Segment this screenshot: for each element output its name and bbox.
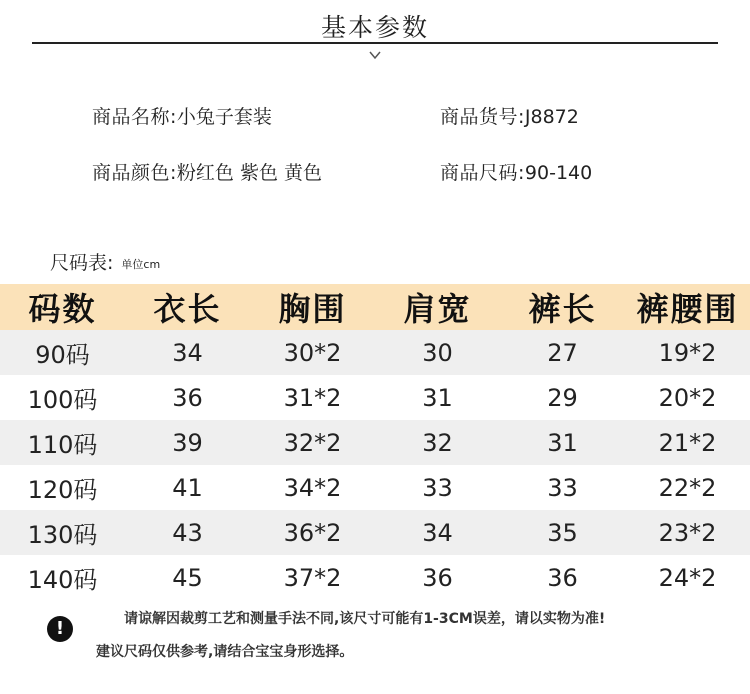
table-cell: 31 [422,383,453,412]
column-header: 裤长 [528,290,597,328]
table-cell: 45 [172,563,203,592]
table-cell: 24*2 [658,563,717,592]
info-product-name [92,102,272,129]
table-cell: 36 [172,383,203,412]
table-row [0,465,750,510]
product-sku-label: 商品货号: [440,106,525,128]
size-table-header [0,284,750,330]
column-header: 衣长 [153,290,222,328]
table-cell: 110码 [27,431,98,459]
info-product-color [92,158,322,185]
table-cell: 36 [547,563,578,592]
product-size-value: 90-140 [524,162,593,184]
table-cell: 33 [547,473,578,502]
table-cell: 33 [422,473,453,502]
table-cell: 20*2 [658,383,717,412]
product-sku-value: J8872 [524,106,579,128]
table-row [0,555,750,600]
table-cell: 19*2 [658,338,717,367]
product-color-value: 粉红色 紫色 黄色 [176,162,322,184]
table-row [0,510,750,555]
product-name-value: 小兔子套装 [176,106,272,128]
note-line-2: 建议尺码仅供参考,请结合宝宝身形选择。 [96,644,354,660]
table-row [0,375,750,420]
table-cell: 37*2 [283,563,342,592]
table-cell: 120码 [27,476,98,504]
table-cell: 130码 [27,521,98,549]
table-cell: 22*2 [658,473,717,502]
table-row [0,420,750,465]
table-cell: 140码 [27,566,98,594]
chevron-down-icon [368,48,382,62]
column-header: 裤腰围 [636,290,739,328]
note-line-1: 请谅解因裁剪工艺和测量手法不同,该尺寸可能有1-3CM误差，请以实物为准! [124,611,606,627]
title-divider [32,42,718,44]
table-cell: 34 [172,338,203,367]
table-cell: 39 [172,428,203,457]
size-table-caption [50,248,160,275]
page-title: 基本参数 [320,13,429,42]
table-cell: 41 [172,473,203,502]
info-product-sku [440,102,579,129]
table-cell: 34*2 [283,473,342,502]
table-cell: 43 [172,518,203,547]
column-header: 码数 [28,290,97,328]
product-size-label: 商品尺码: [440,162,525,184]
table-cell: 30*2 [283,338,342,367]
table-cell: 36 [422,563,453,592]
table-cell: 35 [547,518,578,547]
size-table-title: 尺码表: [50,252,114,274]
size-table [0,284,750,600]
table-cell: 27 [547,338,578,367]
table-cell: 23*2 [658,518,717,547]
table-row [0,330,750,375]
table-cell: 30 [422,338,453,367]
table-cell: 32*2 [283,428,342,457]
size-table-unit: 单位cm [121,257,161,271]
product-name-label: 商品名称: [92,106,177,128]
table-cell: 32 [422,428,453,457]
column-header: 胸围 [278,290,347,328]
table-cell: 34 [422,518,453,547]
product-color-label: 商品颜色: [92,162,177,184]
table-cell: 29 [547,383,578,412]
table-cell: 31 [547,428,578,457]
table-cell: 21*2 [658,428,717,457]
table-cell: 36*2 [283,518,342,547]
table-cell: 90码 [35,341,90,369]
info-product-size [440,158,592,185]
table-cell: 100码 [27,386,98,414]
table-cell: 31*2 [283,383,342,412]
column-header: 肩宽 [403,290,472,328]
exclamation-icon: ! [47,616,73,642]
